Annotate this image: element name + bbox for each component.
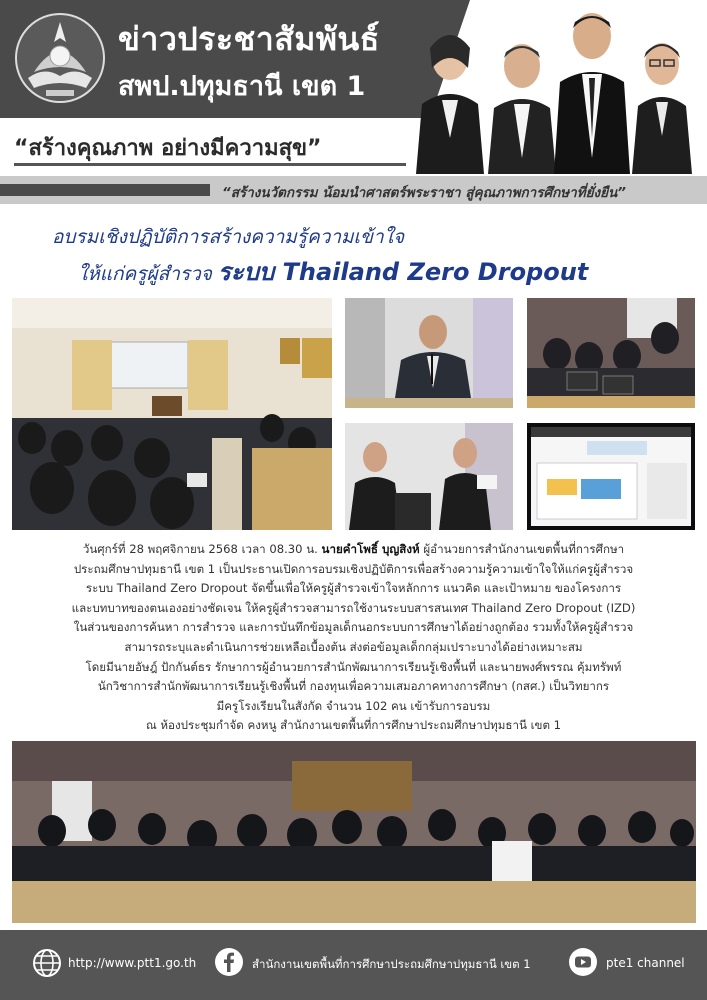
executives-photo: [410, 8, 707, 174]
article-body: [14, 540, 693, 736]
title-line2: สพป.ปทุมธานี เขต 1: [118, 71, 366, 102]
globe-icon: [32, 948, 62, 978]
photo-training-room: [12, 298, 332, 530]
body-line: สามารถระบุและดำเนินการช่วยเหลือเบื้องต้น ส่งต่อข้อมูลเด็กกลุ่มเปราะบางได้อย่างเหมาะสม: [124, 639, 583, 654]
slogan: “สร้างคุณภาพ อย่างมีความสุข”: [14, 136, 322, 161]
headline-line2-prefix: ให้แก่ครูผู้สำรวจ: [78, 263, 212, 285]
headline-line1: อบรมเชิงปฏิบัติการสร้างความรู้ความเข้าใจ: [52, 226, 405, 248]
photo-presentation-screen: [527, 423, 695, 530]
photo-participants-laptops: [527, 298, 695, 408]
headline-line2: [78, 252, 588, 291]
title-line1: ข่าวประชาสัมพันธ์: [118, 20, 380, 58]
body-line: ในส่วนของการค้นหา การสำรวจ และการบันทึกข้อมูลเด็กนอกระบบการศึกษาได้อย่างถูกต้อง รวมทั้งให้ครูผู้สำรวจ: [73, 620, 634, 635]
body-line: ประถมศึกษาปทุมธานี เขต 1 เป็นประธานเปิดการอบรมเชิงปฏิบัติการเพื่อสร้างความรู้ความเข้าใจให้แก่ครูผู้สำรวจ: [73, 561, 634, 576]
body-line: โดยมีนายอัษฎ์ ปักกันต์ธร รักษาการผู้อำนวยการสำนักพัฒนาการเรียนรู้เชิงพื้นที่ และนายพงศ์พรรณ คุ้มทรัพท์: [85, 659, 622, 674]
body-line: มีครูโรงเรียนในสังกัด จำนวน 102 คน เข้ารับการอบรม: [216, 698, 491, 713]
footer-youtube[interactable]: pte1 channel: [606, 956, 685, 970]
youtube-icon: [568, 947, 598, 977]
photo-group: [12, 741, 696, 923]
body-chairman-title: ผู้อำนวยการสำนักงานเขตพื้นที่การศึกษา: [423, 542, 625, 556]
body-chairman-name: นายคำโพธิ์ บุญสิงห์: [321, 542, 420, 556]
footer-facebook[interactable]: สำนักงานเขตพื้นที่การศึกษาประถมศึกษาปทุมธานี เขต 1: [252, 957, 531, 971]
tagline-strip-bar: [0, 184, 210, 196]
body-line: ระบบ Thailand Zero Dropout จัดขึ้นเพื่อให้ครูผู้สำรวจเข้าใจหลักการ แนวคิด และเป้าหมาย ของโครงการ: [85, 581, 622, 596]
photo-speakers: [345, 423, 513, 530]
body-line: และบทบาทของตนเองอย่างชัดเจน ให้ครูผู้สำรวจสามารถใช้งานระบบสารสนเทศ Thailand Zero Dropout (IZD): [71, 600, 636, 615]
footer-website[interactable]: http://www.ptt1.go.th: [68, 956, 197, 970]
tagline: “สร้างนวัตกรรม น้อมนำศาสตร์พระราชา สู่คุณภาพการศึกษาที่ยั่งยืน”: [222, 185, 626, 201]
headline-line2-emphasis: ระบบ Thailand Zero Dropout: [217, 258, 589, 286]
photo-chairman-speaking: [345, 298, 513, 408]
body-date: วันศุกร์ที่ 28 พฤศจิกายน 2568 เวลา 08.30 น.: [82, 542, 318, 556]
obec-emblem-icon: [14, 12, 106, 104]
body-line: ณ ห้องประชุมกำจัด คงหนู สำนักงานเขตพื้นที่การศึกษาประถมศึกษาปทุมธานี เขต 1: [145, 718, 562, 733]
body-line: นักวิชาการสำนักพัฒนาการเรียนรู้เชิงพื้นที่ กองทุนเพื่อความเสมอภาคทางการศึกษา (กสศ.) เป็นวิทยากร: [97, 679, 610, 694]
facebook-icon: [214, 947, 244, 977]
